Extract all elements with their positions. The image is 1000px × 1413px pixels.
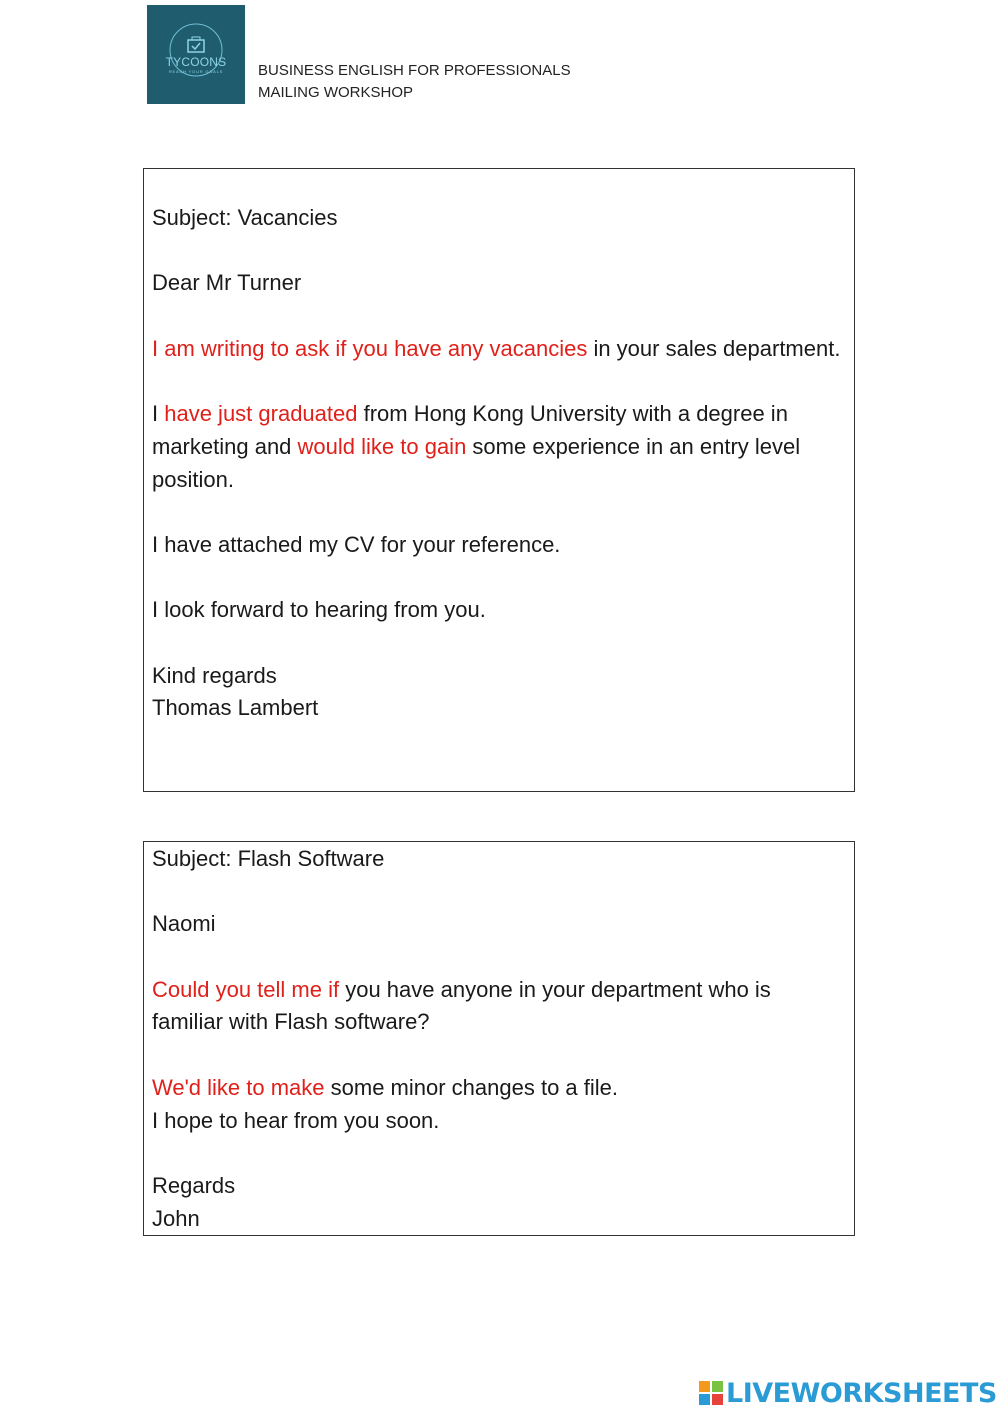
liveworksheets-brand [698,1375,997,1411]
email2-p2-highlight: We'd like to make [152,1074,325,1100]
email1-signature: Thomas Lambert [152,695,319,721]
email1-paragraph-3: I have attached my CV for your reference. [152,531,561,557]
email1-p2-highlight-2: would like to gain [297,433,467,459]
email1-p1-text: in your sales department. [587,335,841,361]
header-line-2: MAILING WORKSHOP [258,84,414,101]
email2-greeting: Naomi [152,911,216,937]
email2-p1-text: you have anyone in your department who is familiar with Flash software? [152,976,771,1035]
email2-paragraph-2 [152,1072,846,1105]
email1-subject: Subject: Vacancies [152,205,338,230]
email2-paragraph-3: I hope to hear from you soon. [152,1107,440,1133]
email1-p2-text-a: I [152,401,165,427]
email-flash-software [143,841,855,1236]
email1-p1-highlight: I am writing to ask if you have any vacancies [152,335,588,361]
logo-name: TYCOONS [165,55,227,69]
email1-closing: Kind regards [152,662,277,688]
email2-signature: John [152,1205,200,1231]
tycoons-logo [147,5,245,104]
header-line-1: BUSINESS ENGLISH FOR PROFESSIONALS [258,62,571,79]
brand-name: LIVEWORKSHEETS [726,1377,997,1409]
logo-tagline: REACH YOUR GOALS [168,69,224,74]
page-header [258,60,571,104]
email2-subject: Subject: Flash Software [152,846,385,871]
email-vacancies [143,168,855,792]
email1-paragraph-4: I look forward to hearing from you. [152,597,486,623]
email1-greeting: Dear Mr Turner [152,270,302,296]
email1-p2-text-b: from Hong Kong University with a degree in marketing and [152,401,788,459]
email2-paragraph-1 [152,974,846,1039]
email1-p2-highlight-1: have just graduated [164,401,358,427]
email2-p2-text: some minor changes to a file. [324,1074,619,1100]
email2-p1-highlight: Could you tell me if [152,976,340,1002]
email1-p2-text-c: some experience in an entry level position. [152,433,801,492]
email1-paragraph-2 [152,398,846,496]
email1-paragraph-1 [152,333,846,366]
email2-closing: Regards [152,1172,236,1198]
liveworksheets-logo-icon [698,1380,724,1406]
